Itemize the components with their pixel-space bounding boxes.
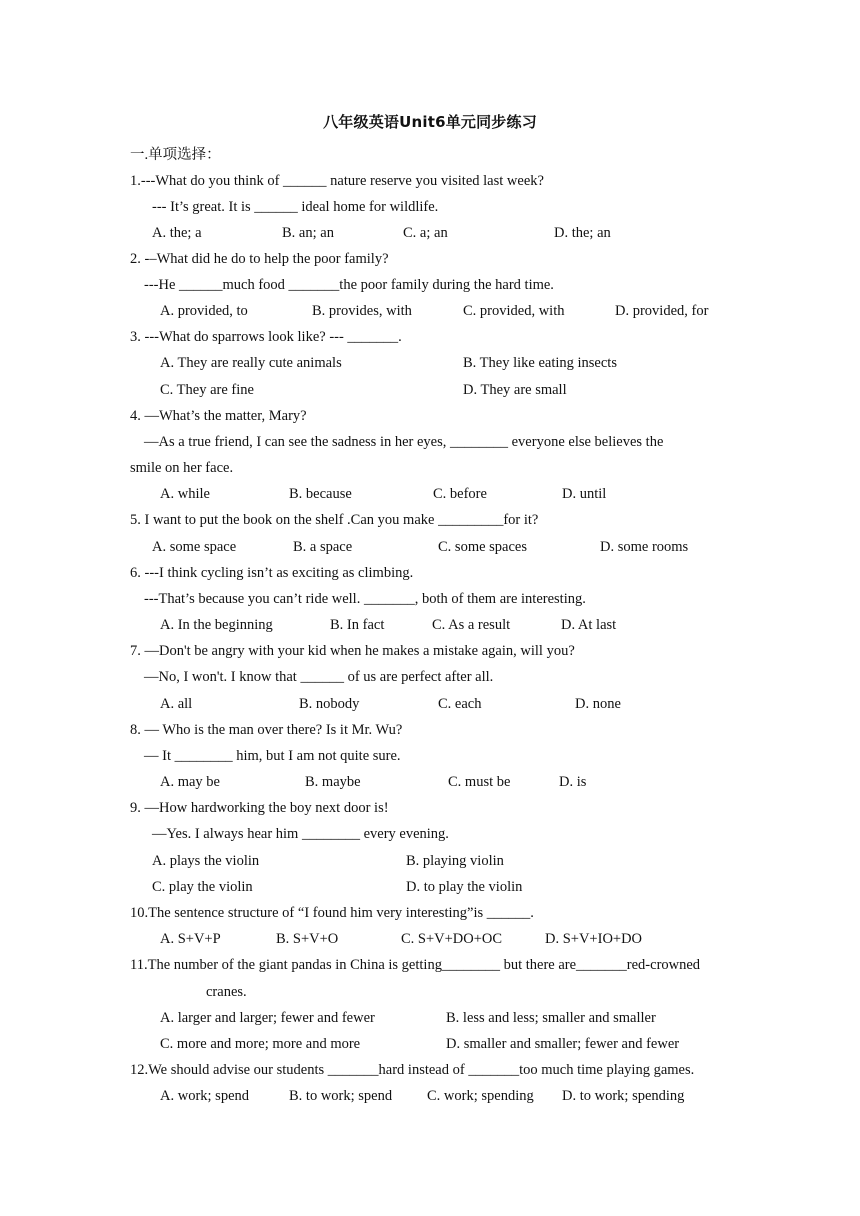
question-8-option-b: B. maybe (305, 774, 361, 790)
question-6-line-1: 6. ---I think cycling isn’t as exciting as climbing. (130, 565, 414, 581)
question-5-option-d: D. some rooms (600, 539, 689, 555)
question-11-option-d: D. smaller and smaller; fewer and fewer (446, 1036, 680, 1052)
question-1-line-1: 1.---What do you think of ______ nature reserve you visited last week? (130, 173, 544, 189)
question-4-line-2: —As a true friend, I can see the sadness in her eyes, ________ everyone else believes the (144, 434, 664, 450)
question-4-option-c: C. before (433, 486, 487, 502)
question-11-line-2: cranes. (206, 984, 247, 1000)
question-8-line-2: — It ________ him, but I am not quite sure. (144, 748, 401, 764)
question-3-line-1: 3. ---What do sparrows look like? --- _______. (130, 329, 402, 345)
question-12-option-b: B. to work; spend (289, 1088, 393, 1104)
question-7-option-a: A. all (160, 696, 193, 712)
question-5-option-a: A. some space (152, 539, 237, 555)
question-3-option-b: B. They like eating insects (463, 355, 617, 371)
question-8-option-a: A. may be (160, 774, 220, 790)
question-1-option-d: D. the; an (554, 225, 611, 241)
question-1-line-2: --- It’s great. It is ______ ideal home for wildlife. (152, 199, 439, 215)
question-6-option-c: C. As a result (432, 617, 511, 633)
question-3-option-c: C. They are fine (160, 382, 254, 398)
question-9-option-d: D. to play the violin (406, 879, 523, 895)
question-5-option-c: C. some spaces (438, 539, 527, 555)
question-11-line-1: 11.The number of the giant pandas in China is getting________ but there are_______red-crowned (130, 957, 701, 973)
question-6-option-a: A. In the beginning (160, 617, 273, 633)
question-10-option-a: A. S+V+P (160, 931, 221, 947)
question-7-line-1: 7. —Don't be angry with your kid when he makes a mistake again, will you? (130, 643, 575, 659)
question-1-option-c: C. a; an (403, 225, 448, 241)
question-9-option-b: B. playing violin (406, 853, 504, 869)
question-12-option-c: C. work; spending (427, 1088, 534, 1104)
question-8-option-d: D. is (559, 774, 587, 790)
question-12-option-a: A. work; spend (160, 1088, 250, 1104)
page-title: 八年级英语Unit6单元同步练习 (323, 113, 537, 131)
question-12-option-d: D. to work; spending (562, 1088, 685, 1104)
question-1-option-a: A. the; a (152, 225, 202, 241)
question-10-option-b: B. S+V+O (276, 931, 339, 947)
question-1-option-b: B. an; an (282, 225, 334, 241)
question-10-option-c: C. S+V+DO+OC (401, 931, 503, 947)
question-7-option-c: C. each (438, 696, 482, 712)
question-11-option-a: A. larger and larger; fewer and fewer (160, 1010, 375, 1026)
question-6-option-d: D. At last (561, 617, 617, 633)
question-7-option-d: D. none (575, 696, 621, 712)
question-9-line-2: —Yes. I always hear him ________ every evening. (152, 826, 449, 842)
question-4-line-3: smile on her face. (130, 460, 234, 476)
question-11-option-c: C. more and more; more and more (160, 1036, 361, 1052)
question-4-option-a: A. while (160, 486, 210, 502)
question-8-option-c: C. must be (448, 774, 511, 790)
question-7-line-2: —No, I won't. I know that ______ of us are perfect after all. (144, 669, 494, 685)
question-5-line-1: 5. I want to put the book on the shelf .Can you make _________for it? (130, 512, 539, 528)
question-2-line-1: 2. -–What did he do to help the poor family? (130, 251, 389, 267)
question-9-option-a: A. plays the violin (152, 853, 260, 869)
question-3-option-a: A. They are really cute animals (160, 355, 342, 371)
question-3-option-d: D. They are small (463, 382, 567, 398)
question-2-option-a: A. provided, to (160, 303, 248, 319)
question-12-line-1: 12.We should advise our students _______hard instead of _______too much time playing games. (130, 1062, 695, 1078)
question-4-option-b: B. because (289, 486, 352, 502)
question-8-line-1: 8. — Who is the man over there? Is it Mr. Wu? (130, 722, 403, 738)
question-2-option-b: B. provides, with (312, 303, 412, 319)
question-2-option-d: D. provided, for (615, 303, 709, 319)
question-6-line-2: ---That’s because you can’t ride well. _______, both of them are interesting. (144, 591, 586, 607)
question-9-option-c: C. play the violin (152, 879, 253, 895)
question-6-option-b: B. In fact (330, 617, 385, 633)
question-7-option-b: B. nobody (299, 696, 360, 712)
section-heading: 一.单项选择： (130, 147, 221, 163)
question-10-option-d: D. S+V+IO+DO (545, 931, 643, 947)
question-4-line-1: 4. —What’s the matter, Mary? (130, 408, 307, 424)
question-11-option-b: B. less and less; smaller and smaller (446, 1010, 656, 1026)
question-4-option-d: D. until (562, 486, 607, 502)
question-9-line-1: 9. —How hardworking the boy next door is! (130, 800, 389, 816)
question-10-line-1: 10.The sentence structure of “I found him very interesting”is ______. (130, 905, 534, 921)
question-2-line-2: ---He ______much food _______the poor family during the hard time. (144, 277, 554, 293)
question-5-option-b: B. a space (293, 539, 353, 555)
question-2-option-c: C. provided, with (463, 303, 565, 319)
